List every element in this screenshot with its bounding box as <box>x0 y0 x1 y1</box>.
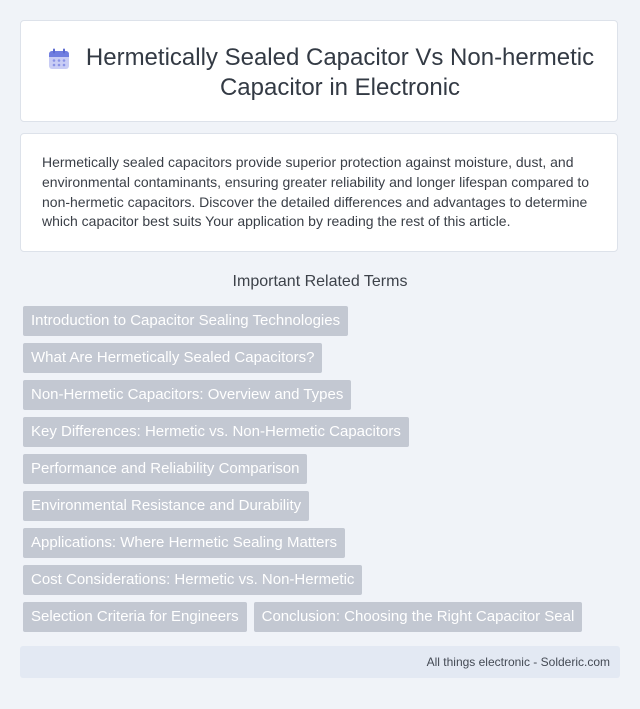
term-chip[interactable]: Key Differences: Hermetic vs. Non-Hermetic Capacitors <box>23 417 409 447</box>
footer <box>20 646 620 678</box>
term-chip[interactable]: Conclusion: Choosing the Right Capacitor Seal <box>254 602 583 632</box>
term-chip[interactable]: Cost Considerations: Hermetic vs. Non-Hermetic <box>23 565 362 595</box>
related-terms-list <box>23 306 623 639</box>
title-card <box>20 20 618 122</box>
term-chip[interactable]: Introduction to Capacitor Sealing Technologies <box>23 306 348 336</box>
intro-card <box>20 133 618 252</box>
term-chip[interactable]: What Are Hermetically Sealed Capacitors? <box>23 343 322 373</box>
intro-paragraph: Hermetically sealed capacitors provide superior protection against moisture, dust, and environmental contaminants, ensuring greater reliability and longer lifespan compared to non-hermetic capacitors. Discover the detailed differences and advantages to determine which capacitor best suits Your application by reading the rest of this article. <box>42 154 590 230</box>
term-chip[interactable]: Applications: Where Hermetic Sealing Matters <box>23 528 345 558</box>
related-terms-heading: Important Related Terms <box>232 273 408 290</box>
term-chip[interactable]: Performance and Reliability Comparison <box>23 454 307 484</box>
calendar-icon <box>48 48 70 70</box>
footer-text: All things electronic - Solderic.com <box>426 655 610 669</box>
term-chip[interactable]: Environmental Resistance and Durability <box>23 491 309 521</box>
term-chip[interactable]: Selection Criteria for Engineers <box>23 602 247 632</box>
term-chip[interactable]: Non-Hermetic Capacitors: Overview and Types <box>23 380 351 410</box>
page-title: Hermetically Sealed Capacitor Vs Non-hermetic Capacitor in Electronic <box>85 44 595 101</box>
